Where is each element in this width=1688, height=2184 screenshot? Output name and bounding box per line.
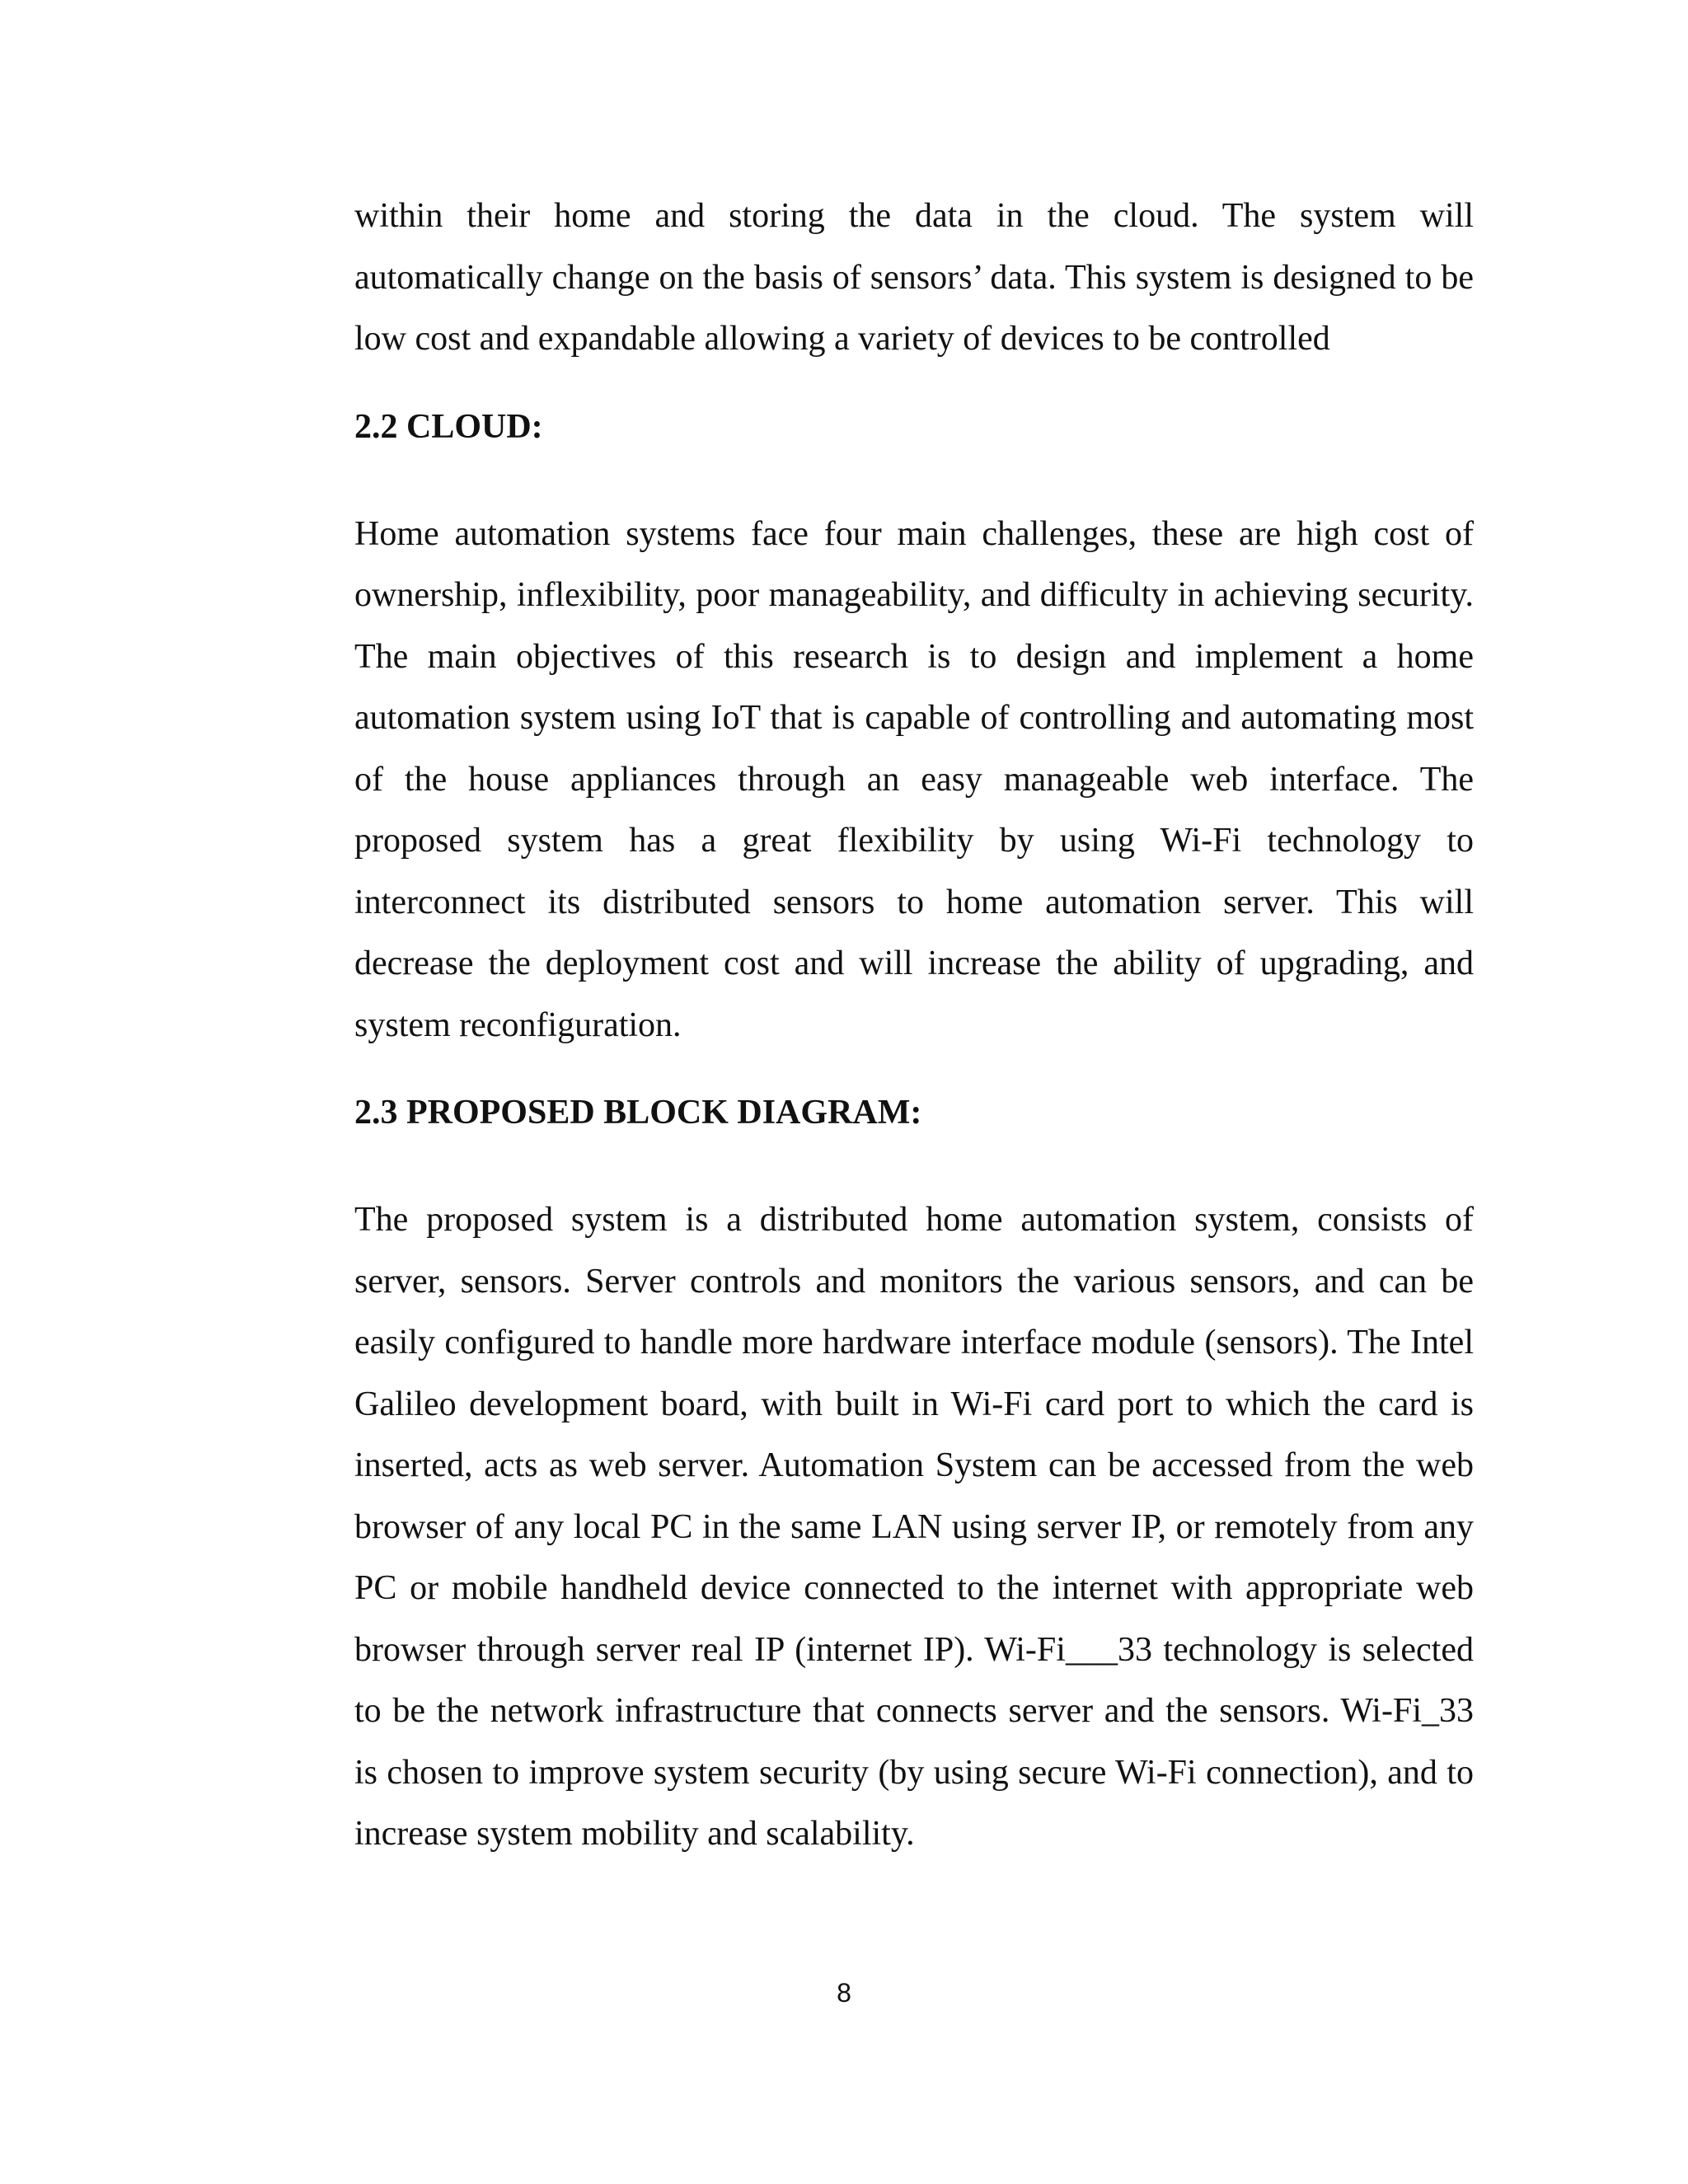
section-heading-block-diagram: 2.3 PROPOSED BLOCK DIAGRAM: (354, 1094, 922, 1132)
page-number: 8 (837, 1978, 851, 2008)
section-heading-cloud: 2.2 CLOUD: (354, 407, 543, 446)
paragraph-system-intro: within their home and storing the data in the cloud. The system will automatically change on the basis of sensors’ data. This system is designed to be low cost and expandable allowing a variety of devices to be controlled (354, 197, 1474, 358)
page-body (354, 185, 1474, 1865)
paragraph-block-diagram: The proposed system is a distributed home automation system, consists of server, sensors. Server controls and monitors the various sensors, and can be easily configured to handle more hardware interface module (sensors). The Intel Galileo development board, with built in Wi-Fi card port to which the card is inserted, acts as web server. Automation System can be accessed from the web browser of any local PC in the same LAN using server IP, or remotely from any PC or mobile handheld device connected to the internet with appropriate web browser through server real IP (internet IP). Wi-Fi___33 technology is selected to be the network infrastructure that connects server and the sensors. Wi-Fi_33 is chosen to improve system security (by using secure Wi-Fi connection), and to increase system mobility and scalability. (354, 1201, 1474, 1853)
paragraph-cloud: Home automation systems face four main challenges, these are high cost of ownership, inflexibility, poor manageability, and difficulty in achieving security. The main objectives of this research is to design and implement a home automation system using IoT that is capable of controlling and automating most of the house appliances through an easy manageable web interface. The proposed system has a great flexibility by using Wi-Fi technology to interconnect its distributed sensors to home automation server. This will decrease the deployment cost and will increase the ability of upgrading, and system reconfiguration. (354, 514, 1474, 1044)
